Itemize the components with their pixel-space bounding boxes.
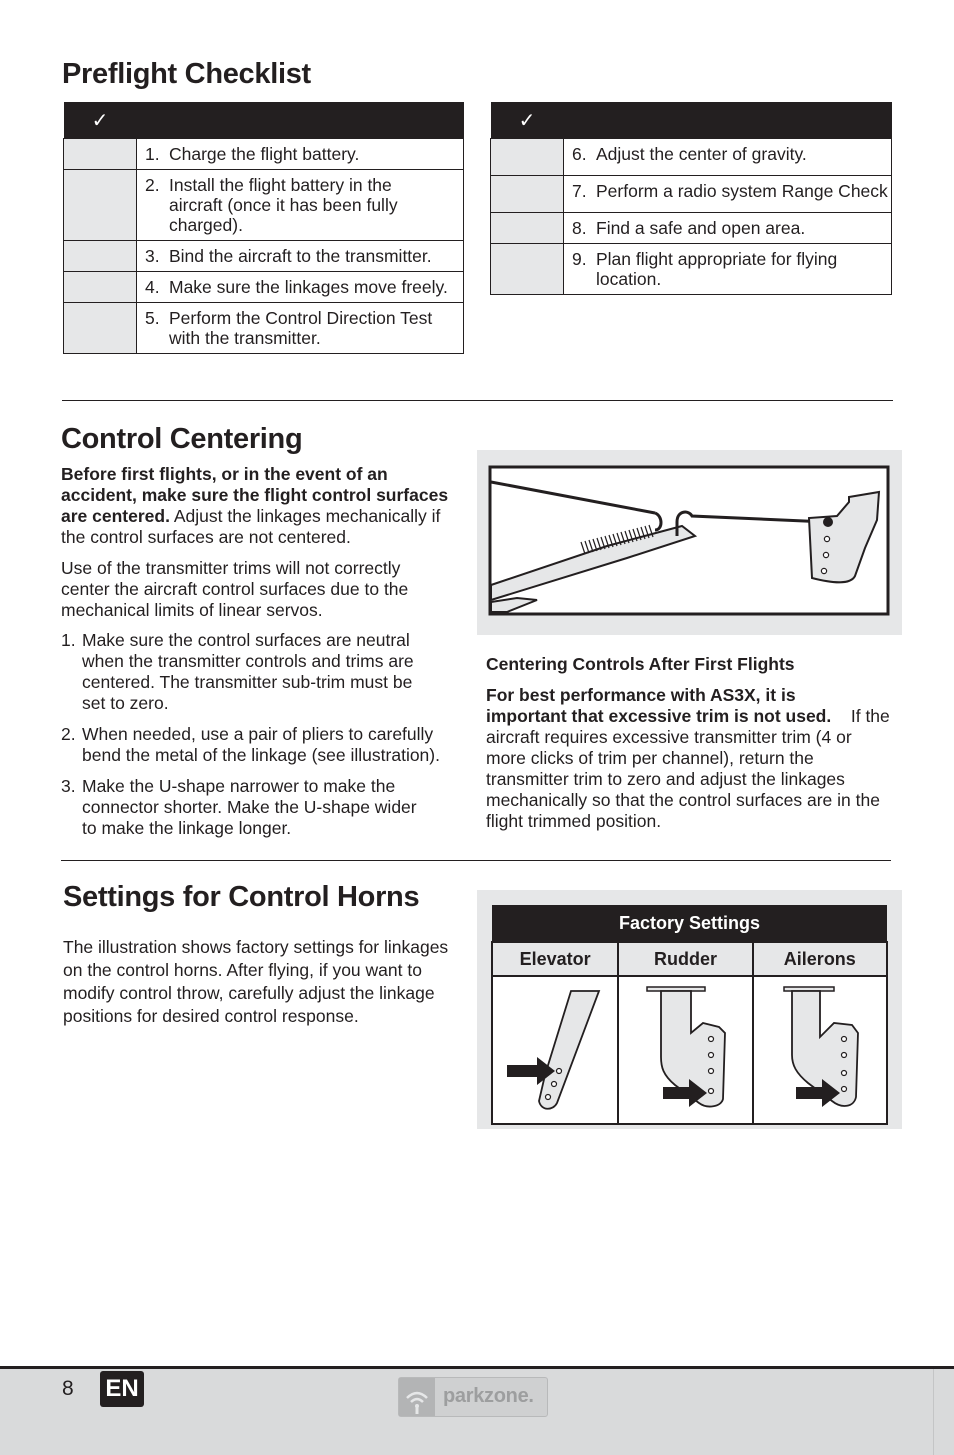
item-number: 3. [145,246,160,266]
item-text: Adjust the center of gravity. [596,144,807,164]
after-flights-title-text: Centering Controls After First Flights [486,654,795,674]
column-elevator: Elevator [492,942,618,976]
pliers-illustration-panel [477,450,902,635]
horns-title: Settings for Control Horns [63,881,420,913]
checklist-header [137,102,464,139]
step-text: Make the U-shape narrower to make the connector shorter. Make the U-shape wider to make the linkage longer. [82,776,417,838]
checklist-header [564,102,892,139]
section-divider [61,860,891,861]
item-text: Charge the flight battery. [169,144,360,164]
step-text: When needed, use a pair of pliers to carefully bend the metal of the linkage (see illustration). [82,724,440,765]
column-ailerons: Ailerons [753,942,887,976]
item-text: Make sure the linkages move freely. [169,277,448,297]
elevator-horn-illustration [493,977,617,1123]
checklist-row [491,139,892,176]
item-number: 1. [145,144,160,164]
list-item [61,630,461,714]
wifi-icon [399,1378,435,1416]
preflight-table-left [63,102,464,354]
checkbox-cell[interactable] [64,241,137,272]
check-header-icon: ✓ [64,102,137,139]
checkbox-cell[interactable] [64,139,137,170]
after-flights-rest: If the aircraft requires excessive transmitter trim (4 or more clicks of trim per channel), return the transmitter trim to zero and adjust the linkages mechanically so that the control surfaces are in the flight trimmed position. [486,706,890,831]
horns-body: The illustration shows factory settings for linkages on the control horns. After flying, if you want to modify control throw, carefully adjust the linkage positions for desired control response. [63,937,449,1026]
item-text: Install the flight battery in the aircraft (once it has been fully charged). [169,175,398,235]
parkzone-logo [398,1377,548,1417]
factory-settings-table [491,905,888,1125]
checklist-row [64,272,464,303]
brand-name: parkzone. [443,1385,534,1407]
centering-para2: Use of the transmitter trims will not correctly center the aircraft control surfaces due to the mechanical limits of linear servos. [61,558,409,620]
checkbox-cell[interactable] [64,170,137,241]
checkbox-cell[interactable] [64,303,137,354]
item-number: 2. [145,175,160,195]
checklist-row [64,303,464,354]
elevator-horn-cell [492,976,618,1124]
after-flights-title [486,654,886,675]
checklist-row [491,213,892,244]
checklist-row [491,176,892,213]
centering-intro-rest: Adjust the linkages mechanically if the control surfaces are not centered. [61,506,441,547]
item-text: Perform a radio system Range Check [596,181,888,201]
checkbox-cell[interactable] [491,244,564,295]
page-number: 8 [62,1377,74,1400]
check-header-icon: ✓ [491,102,564,139]
checkbox-cell[interactable] [491,213,564,244]
item-number: 5. [145,308,160,328]
item-text: Find a safe and open area. [596,218,806,238]
page-footer [0,1366,954,1455]
ailerons-horn-illustration [754,977,886,1123]
centering-title: Control Centering [61,423,303,455]
checklist-row [64,241,464,272]
item-number: 8. [572,218,587,238]
column-rudder: Rudder [618,942,752,976]
step-text: Make sure the control surfaces are neutral when the transmitter controls and trims are centered. The transmitter sub-trim must be set to zero. [82,630,414,713]
step-number: 2. [61,724,76,744]
item-text: Perform the Control Direction Test with the transmitter. [169,308,433,348]
footer-edge-line [933,1369,934,1455]
rudder-horn-illustration [619,977,751,1123]
checkbox-cell[interactable] [64,272,137,303]
centering-intro [61,464,461,548]
section-divider [62,400,893,401]
checkbox-cell[interactable] [491,176,564,213]
after-flights-bold: For best performance with AS3X, it is important that excessive trim is not used. [486,685,832,726]
language-badge: EN [100,1371,144,1407]
preflight-title: Preflight Checklist [62,58,311,90]
centering-steps [61,630,461,849]
step-number: 3. [61,776,76,796]
step-number: 1. [61,630,76,650]
checklist-row [491,244,892,295]
item-number: 9. [572,249,587,269]
checkbox-cell[interactable] [491,139,564,176]
rudder-horn-cell [618,976,752,1124]
centering-intro-bold: Before first flights, or in the event of an accident, make sure the flight control surfaces are centered. [61,464,449,526]
ailerons-horn-cell [753,976,887,1124]
checklist-row [64,139,464,170]
item-number: 4. [145,277,160,297]
list-item [61,776,461,839]
factory-settings-title: Factory Settings [492,905,887,942]
item-number: 7. [572,181,587,201]
item-text: Bind the aircraft to the transmitter. [169,246,432,266]
after-flights-body [486,685,894,832]
checklist-row [64,170,464,241]
preflight-table-right [490,102,892,295]
pliers-linkage-illustration [477,450,902,635]
list-item [61,724,461,766]
item-text: Plan flight appropriate for flying location. [596,249,838,289]
item-number: 6. [572,144,587,164]
